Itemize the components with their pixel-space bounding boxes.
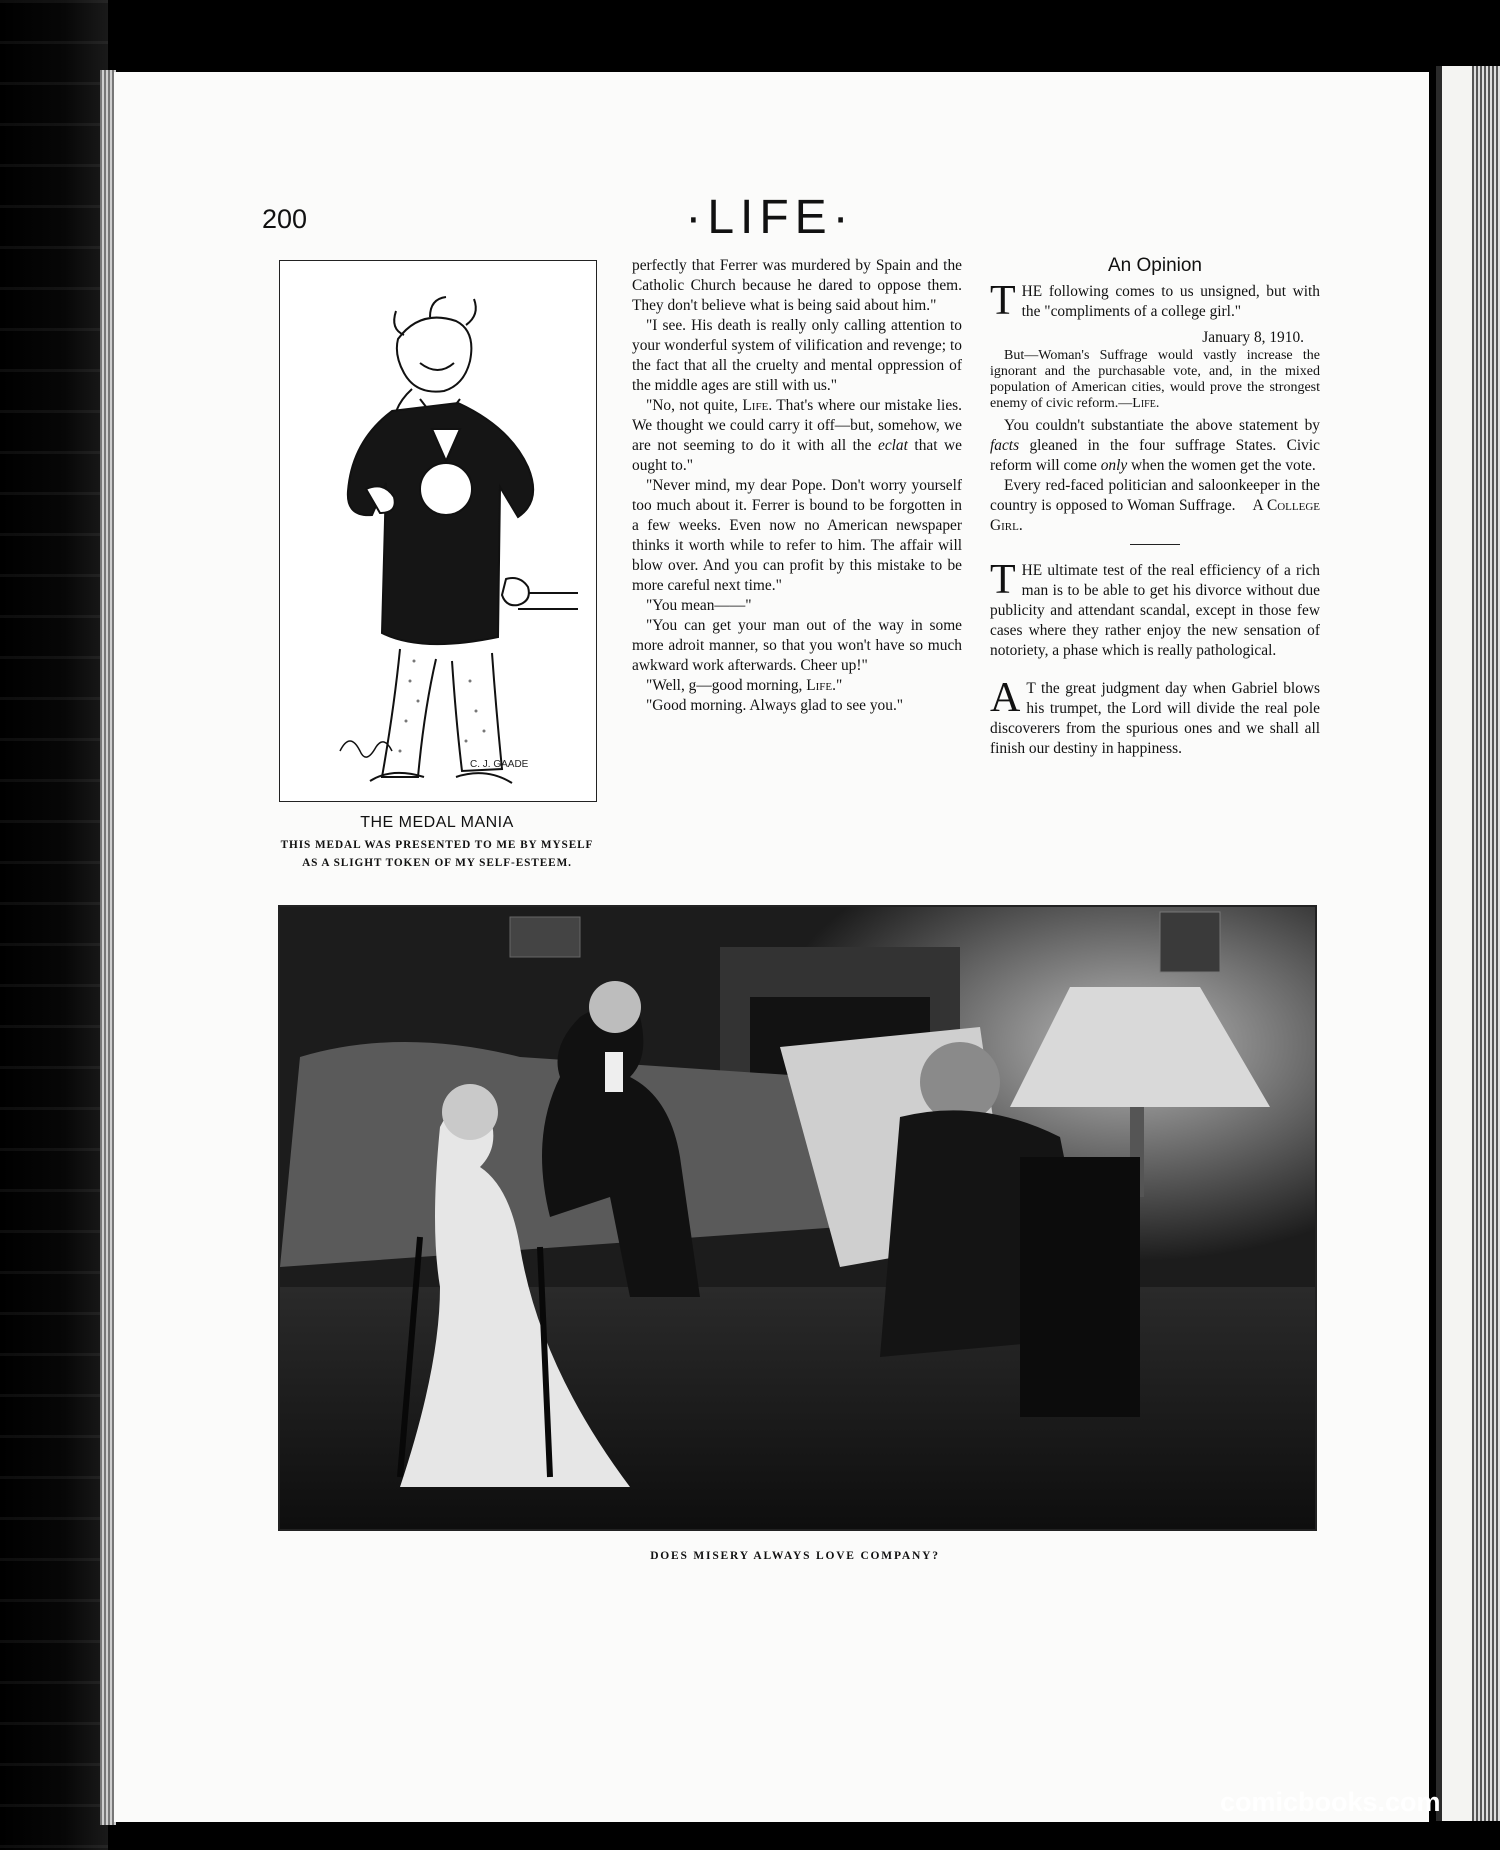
- letter-date: January 8, 1910.: [1202, 329, 1304, 346]
- next-page-edge: [1436, 66, 1500, 1821]
- middle-paragraph-7: [632, 676, 962, 696]
- section-divider: [1130, 544, 1180, 545]
- text-run: Every red-faced politician and saloonkeeper in the country is opposed to Woman Suffrage.: [990, 477, 1320, 514]
- middle-paragraph-4: "Never mind, my dear Pope. Don't worry yourself too much about it. Ferrer is bound to be forgotten in a few weeks. Even now no American newspaper thinks it worth while to refer to him. The affair will blow over. And you can profit by this mistake to be more careful next time.": [632, 477, 962, 594]
- middle-paragraph-2: "I see. His death is really only calling attention to your wonderful system of vilification and revenge; to the fact that all the cruelty and mental oppression of the middle ages are still with us.": [632, 317, 962, 394]
- text-run: HE following comes to us unsigned, but with the "compliments of a college girl.": [1021, 283, 1320, 320]
- facts-word: facts: [990, 437, 1020, 454]
- divorce-paragraph: [990, 557, 1320, 661]
- middle-paragraph-3: [632, 396, 962, 476]
- cartoon-caption-line2: AS A SLIGHT TOKEN OF MY SELF-ESTEEM.: [302, 857, 572, 869]
- text-run: "No, not quite,: [646, 397, 743, 414]
- quoted-statement: [990, 348, 1320, 412]
- judgment-day-paragraph: [990, 675, 1320, 759]
- signoff: A College Girl.: [990, 497, 1320, 534]
- opinion-heading: An Opinion: [1107, 255, 1202, 276]
- middle-paragraph-8: "Good morning. Always glad to see you.": [646, 697, 904, 714]
- opinion-intro: [990, 278, 1320, 324]
- cartoon-title: THE MEDAL MANIA: [360, 814, 514, 831]
- illustration-caption: DOES MISERY ALWAYS LOVE COMPANY?: [650, 1550, 940, 1562]
- text-run: . That's where our mistake lies. We thought we could carry it off—but, somehow, we are not seeming to do it with all the: [632, 397, 962, 454]
- text-run: .: [1155, 396, 1160, 411]
- cartoon-signature: C. J. GAADE: [470, 759, 529, 770]
- medal-mania-cartoon: [279, 260, 597, 802]
- reply-paragraph-1: [990, 416, 1320, 476]
- cartoon-caption: [255, 836, 619, 872]
- reply-paragraph-2: [990, 476, 1320, 536]
- middle-paragraph-6: "You can get your man out of the way in some more adroit manner, so that you won't have so much awkward work afterwards. Cheer up!": [632, 617, 962, 674]
- text-run: You couldn't substantiate the above statement by: [1004, 417, 1320, 434]
- drop-cap: T: [990, 557, 1016, 603]
- left-binding: [0, 0, 108, 1850]
- cartoon-drawing: [280, 261, 596, 801]
- middle-paragraph-5: "You mean——": [646, 597, 752, 614]
- illustration-drawing: [280, 907, 1315, 1529]
- text-run: "Well, g—good morning,: [646, 677, 807, 694]
- text-run: T the great judgment day when Gabriel blows his trumpet, the Lord will divide the real pole discoverers from the spurious ones and we shall all finish our destiny in happiness.: [990, 680, 1320, 757]
- text-run: when the women get the vote.: [1127, 457, 1316, 474]
- text-run: HE ultimate test of the real efficiency of a rich man is to be able to get his divorce without due publicity and attendant scandal, except in those few cases where they rather enjoy the new sensation of notoriety, a phase which is really pathological.: [990, 562, 1320, 659]
- page-number: 200: [262, 204, 308, 234]
- middle-paragraph-1: perfectly that Ferrer was murdered by Spain and the Catholic Church because he dared to oppose them. They don't believe what is being said about him.": [632, 257, 962, 314]
- parlor-illustration: [278, 905, 1317, 1531]
- drop-cap: A: [990, 675, 1021, 721]
- text-run: But—Woman's Suffrage would vastly increase the ignorant and the purchasable vote, and, in the mixed population of American cities, would prove the strongest enemy of civic reform.—: [990, 348, 1320, 411]
- text-run: gleaned in the four suffrage States. Civic reform will come: [990, 437, 1320, 474]
- right-column: [990, 256, 1320, 759]
- life-name: Life: [1132, 396, 1156, 411]
- text-run: .": [832, 677, 843, 694]
- drop-cap: T: [990, 278, 1016, 324]
- watermark: comicbooks.com: [1220, 1787, 1441, 1817]
- middle-column: [632, 256, 962, 716]
- life-name: Life: [742, 397, 769, 414]
- life-name: Life: [806, 677, 833, 694]
- cartoon-caption-line1: THIS MEDAL WAS PRESENTED TO ME BY MYSELF: [280, 839, 594, 851]
- masthead: ·LIFE·: [685, 191, 855, 244]
- only-word: only: [1100, 457, 1128, 474]
- text-run: that we ought to.": [632, 437, 962, 474]
- eclat-word: eclat: [877, 437, 908, 454]
